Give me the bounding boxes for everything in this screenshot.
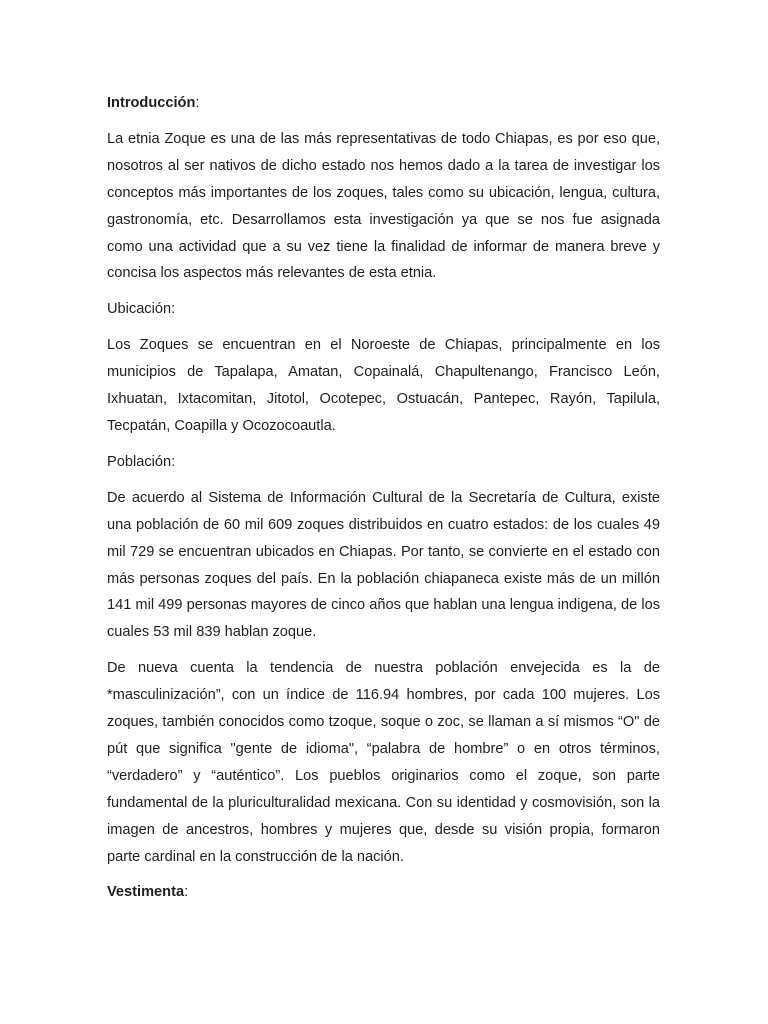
ubicacion-heading: Ubicación: (107, 301, 176, 318)
vestimenta-heading (107, 879, 660, 906)
intro-heading (107, 90, 660, 117)
intro-paragraph: La etnia Zoque es una de las más representativas de todo Chiapas, es por eso que, nosotros al ser nativos de dicho estado nos hemos dado a la tarea de investigar los conceptos más importantes de los zoques, tales como su ubicación, lengua, cultura, gastronomía, etc. Desarrollamos esta investigación ya que se nos fue asignada como una actividad que a su vez tiene la finalidad de informar de manera breve y concisa los aspectos más relevantes de esta etnia. (107, 130, 660, 282)
poblacion-paragraph-1: De acuerdo al Sistema de Información Cultural de la Secretaría de Cultura, existe una población de 60 mil 609 zoques distribuidos en cuatro estados: de los cuales 49 mil 729 se encuentran ubicados en Chiapas. Por tanto, se convierte en el estado con más personas zoques del país. En la población chiapaneca existe más de un millón 141 mil 499 personas mayores de cinco años que hablan una lengua indigena, de los cuales 53 mil 839 hablan zoque. (107, 489, 660, 641)
vestimenta-heading-label: Vestimenta (107, 884, 185, 901)
ubicacion-paragraph: Los Zoques se encuentran en el Noroeste de Chiapas, principalmente en los municipios de Tapalapa, Amatan, Copainalá, Chapultenango, Francisco León, Ixhuatan, Ixtacomitan, Jitotol, Ocotepec, Ostuacán, Pantepec, Rayón, Tapilula, Tecpatán, Coapilla y Ocozocoautla. (107, 337, 660, 434)
vestimenta-heading-colon: : (184, 884, 189, 901)
poblacion-paragraph-2: De nueva cuenta la tendencia de nuestra población envejecida es la de *masculinización”, con un índice de 116.94 hombres, por cada 100 mujeres. Los zoques, también conocidos como tzoque, soque o zoc, se llaman a sí mismos “O" de pút que significa "gente de idioma", “palabra de hombre” o en otros términos, “verdadero” y “auténtico”. Los pueblos originarios como el zoque, son parte fundamental de la pluriculturalidad mexicana. Con su identidad y cosmovisión, son la imagen de ancestros, hombres y mujeres que, desde su visión propia, formaron parte cardinal en la construcción de la nación. (107, 660, 660, 865)
poblacion-heading: Población: (107, 453, 176, 470)
intro-heading-colon: : (195, 95, 200, 111)
document-body (107, 90, 660, 915)
intro-heading-label: Introducción (107, 95, 196, 111)
